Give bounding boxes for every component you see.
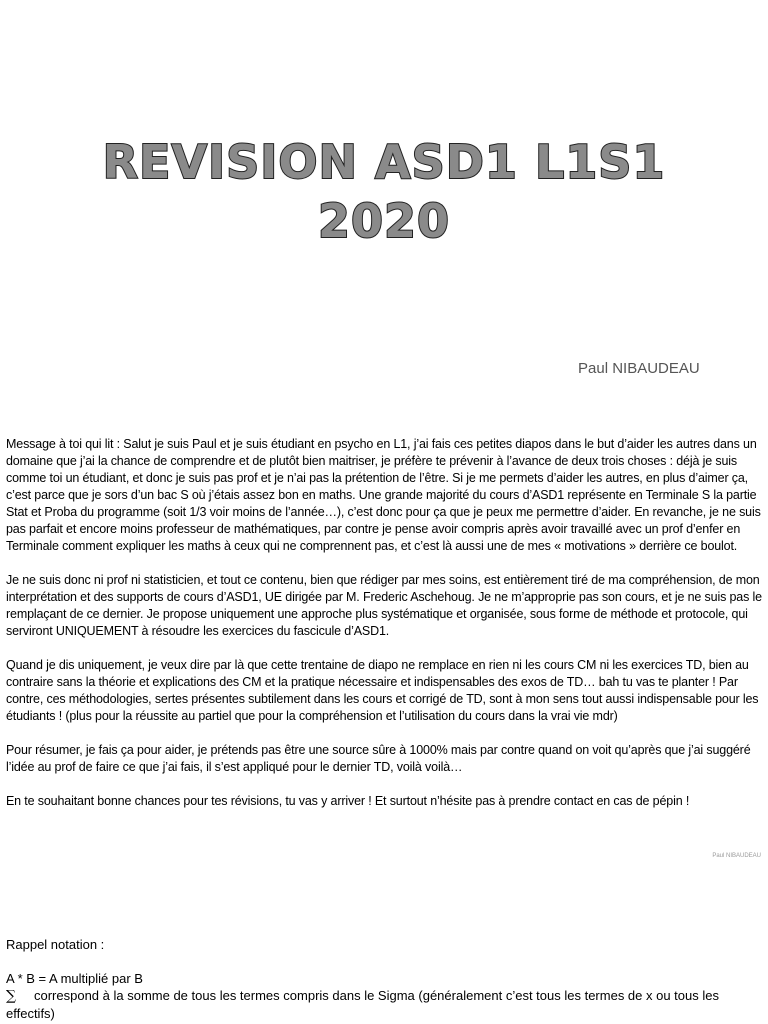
message-block	[6, 436, 762, 810]
notation-sigma-line	[6, 987, 762, 1022]
title-line-2: 2020	[317, 194, 451, 248]
notation-section	[6, 936, 762, 1022]
author-name: Paul NIBAUDEAU	[578, 360, 700, 377]
document-title	[0, 133, 768, 251]
message-paragraph-4: Pour résumer, je fais ça pour aider, je prétends pas être une source sûre à 1000% mais par contre quand on voit qu’après que j’ai suggéré l’idée au prof de faire ce que j’ai fais, il s’est appliqué pour le dernier TD, voilà voilà…	[6, 743, 751, 774]
message-paragraph-3: Quand je dis uniquement, je veux dire par là que cette trentaine de diapo ne remplace en rien ni les cours CM ni les exercices TD, bien au contraire sans la théorie et explications des CM et la pratique nécessaire et indispensables des exos de TD… bah tu vas te planter ! Par contre, ces méthodologies, sertes présentes subtilement dans les cours et corrigé de TD, sont à mon sens tout aussi indispensable pour les étudiants ! (plus pour la réussite au partiel que pour la compréhension et l’utilisation du cours dans la vrai vie mdr)	[6, 658, 759, 723]
message-signature: Paul NIBAUDEAU	[712, 853, 761, 859]
title-line-1: REVISION ASD1 L1S1	[102, 135, 666, 189]
sigma-icon: ∑	[6, 988, 16, 1004]
message-paragraph-2: Je ne suis donc ni prof ni statisticien, et tout ce contenu, bien que rédiger par mes soins, est entièrement tiré de ma compréhension, de mon interprétation et des supports de cours d’ASD1, UE dirigée par M. Frederic Aschehoug. Je ne m’approprie pas son cours, et je ne suis pas le remplaçant de ce dernier. Je propose uniquement une approche plus systématique et organisée, sous forme de méthode et protocole, qui serviront UNIQUEMENT à résoudre les exercices du fascicule d’ASD1.	[6, 573, 762, 638]
message-paragraph-1: Message à toi qui lit : Salut je suis Paul et je suis étudiant en psycho en L1, j’ai fais ces petites diapos dans le but d’aider les autres dans un domaine que j’ai la chance de comprendre et de plutôt bien maitriser, je préfère te prévenir à l’avance de deux trois choses : déjà je suis comme toi un étudiant, et donc je suis pas prof et je n’ai pas la prétention de l’être. Si je me permets d’aider les autres, en plus d’aimer ça, c’est parce que je sors d’un bac S où j’étais assez bon en maths. Une grande majorité du cours d’ASD1 représente en Terminale S la partie Stat et Proba du programme (soit 1/3 voir moins de l’année…), c’est donc pour ça que je peux me permettre d’aider. En revanche, je ne suis pas parfait et encore moins professeur de mathématiques, par contre je pense avoir compris après avoir travaillé avec un prof d’enfer en Terminale comment expliquer les maths à ceux qui ne comprennent pas, et c’est là aussi une de mes « motivations » derrière ce boulot.	[6, 437, 761, 553]
notation-heading: Rappel notation :	[6, 937, 105, 952]
notation-sigma-text: correspond à la somme de tous les termes compris dans le Sigma (généralement c’est tous les termes de x ou tous les effectifs)	[6, 988, 719, 1021]
message-paragraph-5: En te souhaitant bonne chances pour tes révisions, tu vas y arriver ! Et surtout n’hésite pas à prendre contact en cas de pépin !	[6, 794, 690, 808]
notation-multiply-line: A * B = A multiplié par B	[6, 971, 143, 986]
